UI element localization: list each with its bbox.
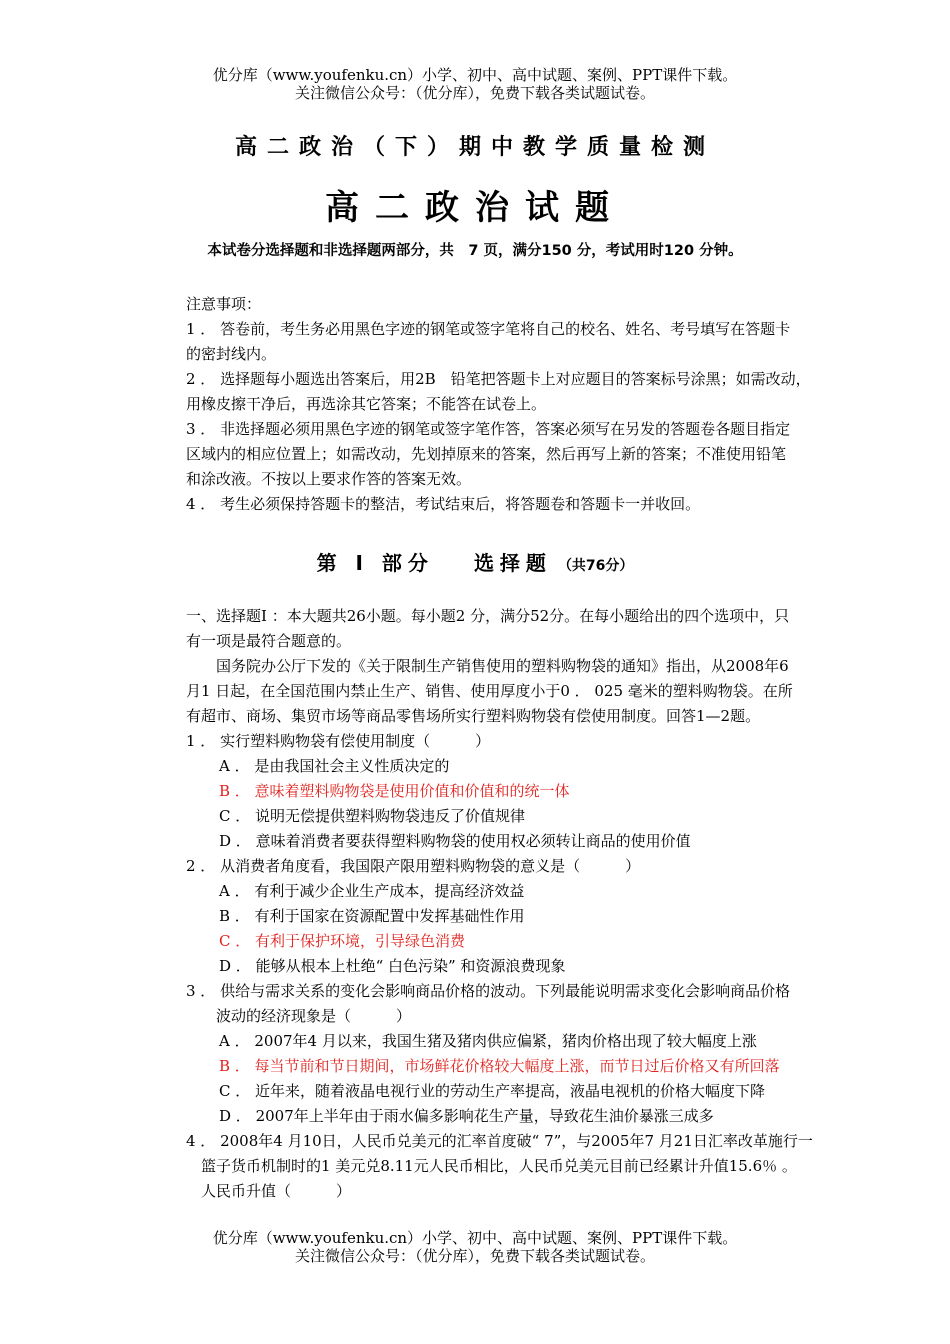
notice-block xyxy=(186,292,866,517)
option-b-answer: B ． 每当节前和节日期间，市场鲜花价格较大幅度上涨，而节日过后价格又有所回落 xyxy=(219,1057,780,1075)
option-b-answer: B ． 意味着塑料购物袋是使用价值和价值和的统一体 xyxy=(219,782,570,800)
question-stem: 3 ． 供给与需求关系的变化会影响商品价格的波动。下列最能说明需求变化会影响商品价格 xyxy=(186,982,791,1000)
section-score: （共76分） xyxy=(557,558,634,574)
question-4 xyxy=(186,1129,876,1204)
option-d: D ． 意味着消费者要获得塑料购物袋的使用权必须转让商品的使用价值 xyxy=(219,832,691,850)
notice-line: 的密封线内。 xyxy=(186,345,277,363)
notice-line: 3 ． 非选择题必须用黑色字迹的钢笔或签字笔作答，答案必须写在另发的答题卷各题目指定 xyxy=(186,420,791,438)
option-a: A ． 2007年4 月以来，我国生猪及猪肉供应偏紧，猪肉价格出现了较大幅度上涨 xyxy=(219,1032,757,1050)
passage-line: 月1 日起，在全国范围内禁止生产、销售、使用厚度小于0 ． 025 毫米的塑料购物袋。在所 xyxy=(186,682,793,700)
option-c-answer: C ． 有利于保护环境，引导绿色消费 xyxy=(219,932,466,950)
page-header xyxy=(0,66,950,102)
footer-line-2: 关注微信公众号：（优分库），免费下载各类试题试卷。 xyxy=(294,1247,655,1265)
section-name: 选择题 xyxy=(473,551,552,575)
option-a: A ． 有利于减少企业生产成本，提高经济效益 xyxy=(219,882,525,900)
option-d: D ． 2007年上半年由于雨水偏多影响花生产量，导致花生油价暴涨三成多 xyxy=(219,1107,714,1125)
option-b: B ． 有利于国家在资源配置中发挥基础性作用 xyxy=(219,907,525,925)
notice-line: 2 ． 选择题每小题选出答案后，用2B 铅笔把答题卡上对应题目的答案标号涂黑；如需改动， xyxy=(186,370,811,388)
question-stem-cont: 人民币升值（ ） xyxy=(186,1182,352,1200)
question-stem: 2 ． 从消费者角度看，我国限产限用塑料购物袋的意义是（ ） xyxy=(186,857,641,875)
notice-line: 1 ． 答卷前，考生务必用黑色字迹的钢笔或签字笔将自己的校名、姓名、考号填写在答题卡 xyxy=(186,320,791,338)
notice-line: 用橡皮擦干净后，再选涂其它答案；不能答在试卷上。 xyxy=(186,395,547,413)
passage-line: 国务院办公厅下发的《关于限制生产销售使用的塑料购物袋的通知》指出，从2008年6 xyxy=(186,657,789,675)
instructions-line: 一、选择题I ：本大题共26小题。每小题2 分，满分52分。在每小题给出的四个选项中，只 xyxy=(186,607,790,625)
page-footer xyxy=(0,1229,950,1265)
option-d: D ． 能够从根本上杜绝“ 白色污染” 和资源浪费现象 xyxy=(219,957,566,975)
notice-line: 4 ． 考生必须保持答题卡的整洁，考试结束后，将答题卷和答题卡一并收回。 xyxy=(186,495,701,513)
exam-intro: 本试卷分选择题和非选择题两部分，共 7 页，满分150 分，考试用时120 分钟。 xyxy=(207,243,743,259)
option-c: C ． 近年来，随着液晶电视行业的劳动生产率提高，液晶电视机的价格大幅度下降 xyxy=(219,1082,766,1100)
notice-line: 区域内的相应位置上；如需改动，先划掉原来的答案，然后再写上新的答案；不准使用铅笔 xyxy=(186,445,787,463)
passage-line: 有超市、商场、集贸市场等商品零售场所实行塑料购物袋有偿使用制度。回答1—2题。 xyxy=(186,707,761,725)
section-part: 第 I 部分 xyxy=(316,551,434,575)
exam-title: 高二政治（下）期中教学质量检测 xyxy=(234,135,715,160)
option-a: A ． 是由我国社会主义性质决定的 xyxy=(219,757,450,775)
question-stem-cont: 篮子货币机制时的1 美元兑8.11元人民币相比，人民币兑美元目前已经累计升值15.6％ 。 xyxy=(186,1157,797,1175)
footer-line-1: 优分库（www.youfenku.cn）小学、初中、高中试题、案例、PPT课件下载。 xyxy=(212,1229,738,1247)
question-stem-cont: 波动的经济现象是（ ） xyxy=(186,1007,412,1025)
instructions-line: 有一项是最符合题意的。 xyxy=(186,632,352,650)
questions-block xyxy=(186,604,866,1129)
question-stem: 1 ． 实行塑料购物袋有偿使用制度（ ） xyxy=(186,732,491,750)
notice-heading: 注意事项： xyxy=(186,295,262,313)
option-c: C ． 说明无偿提供塑料购物袋违反了价值规律 xyxy=(219,807,526,825)
question-stem: 4 ． 2008年4 月10日，人民币兑美元的汇率首度破“ 7”，与2005年7 月21日汇率改革施行一 xyxy=(186,1132,813,1150)
notice-line: 和涂改液。不按以上要求作答的答案无效。 xyxy=(186,470,472,488)
header-line-1: 优分库（www.youfenku.cn）小学、初中、高中试题、案例、PPT课件下载。 xyxy=(212,66,738,84)
header-line-2: 关注微信公众号：（优分库），免费下载各类试题试卷。 xyxy=(294,84,655,102)
section-heading xyxy=(0,547,950,576)
exam-subtitle: 高二政治试题 xyxy=(325,188,625,228)
